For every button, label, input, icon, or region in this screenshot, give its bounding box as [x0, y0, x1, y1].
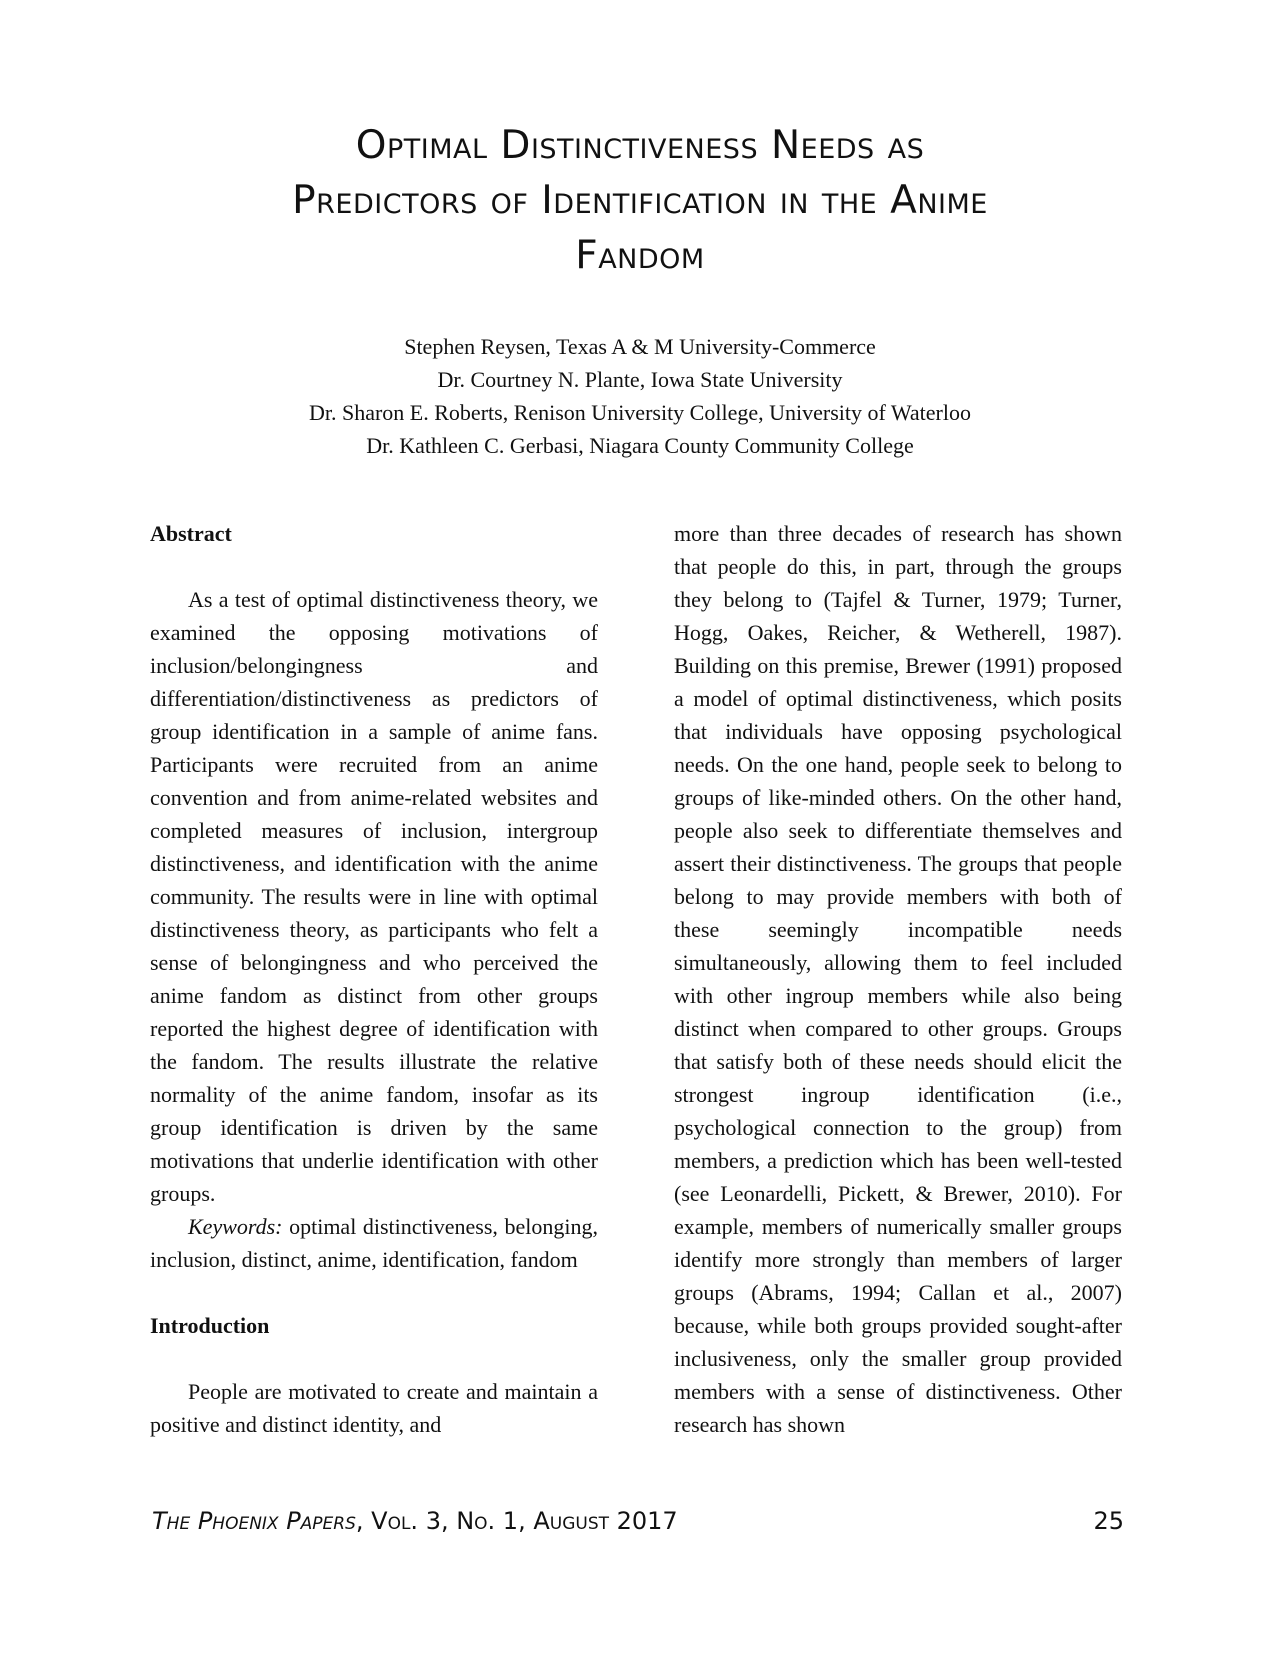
page-footer	[152, 1506, 1124, 1536]
title-line: Fandom	[575, 233, 705, 278]
keywords-list: optimal distinctiveness, belonging, inclusion, distinct, anime, identification, fandom	[150, 1214, 598, 1272]
keywords-label: Keywords:	[188, 1214, 283, 1239]
introduction-body-left: People are motivated to create and maintain a positive and distinct identity, and	[150, 1379, 598, 1437]
author-line: Dr. Courtney N. Plante, Iowa State University	[437, 367, 843, 392]
introduction-heading: Introduction	[150, 1313, 270, 1338]
abstract-heading: Abstract	[150, 521, 232, 546]
abstract-body: As a test of optimal distinctiveness theory, we examined the opposing motivations of inclusion/belongingness and differentiation/distinctiveness as predictors of group identification in a sample of anime fans. Participants were recruited from an anime convention and from anime-related websites and completed measures of inclusion, intergroup distinctiveness, and identification with the anime community. The results were in line with optimal distinctiveness theory, as participants who felt a sense of belongingness and who perceived the anime fandom as distinct from other groups reported the highest degree of identification with the fandom. The results illustrate the relative normality of the anime fandom, insofar as its group identification is driven by the same motivations that underlie identification with other groups.	[150, 587, 598, 1206]
title-line: Optimal Distinctiveness Needs as	[355, 123, 925, 168]
author-line: Dr. Kathleen C. Gerbasi, Niagara County Community College	[366, 433, 914, 458]
author-line: Dr. Sharon E. Roberts, Renison University College, University of Waterloo	[308, 400, 971, 425]
left-column	[150, 517, 598, 1441]
author-list	[0, 330, 1280, 462]
page-number: 25	[1093, 1507, 1124, 1535]
journal-name: The Phoenix Papers	[152, 1507, 356, 1535]
title-line: Predictors of Identification in the Anime	[292, 178, 988, 223]
keywords	[150, 1210, 598, 1276]
journal-issue: , Vol. 3, No. 1, August 2017	[355, 1507, 678, 1535]
paper-title	[120, 118, 1160, 283]
author-line: Stephen Reysen, Texas A & M University-Commerce	[404, 334, 876, 359]
journal-citation	[152, 1506, 678, 1536]
introduction-body-right: more than three decades of research has shown that people do this, in part, through the groups they belong to (Tajfel & Turner, 1979; Turner, Hogg, Oakes, Reicher, & Wetherell, 1987). Building on this premise, Brewer (1991) proposed a model of optimal distinctiveness, which posits that individuals have opposing psychological needs. On the one hand, people seek to belong to groups of like-minded others. On the other hand, people also seek to differentiate themselves and assert their distinctiveness. The groups that people belong to may provide members with both of these seemingly incompatible needs simultaneously, allowing them to feel included with other ingroup members while also being distinct when compared to other groups. Groups that satisfy both of these needs should elicit the strongest ingroup identification (i.e., psychological connection to the group) from members, a prediction which has been well-tested (see Leonardelli, Pickett, & Brewer, 2010). For example, members of numerically smaller groups identify more strongly than members of larger groups (Abrams, 1994; Callan et al., 2007) because, while both groups provided sought-after inclusiveness, only the smaller group provided members with a sense of distinctiveness. Other research has shown	[674, 521, 1122, 1437]
right-column	[674, 517, 1122, 1441]
